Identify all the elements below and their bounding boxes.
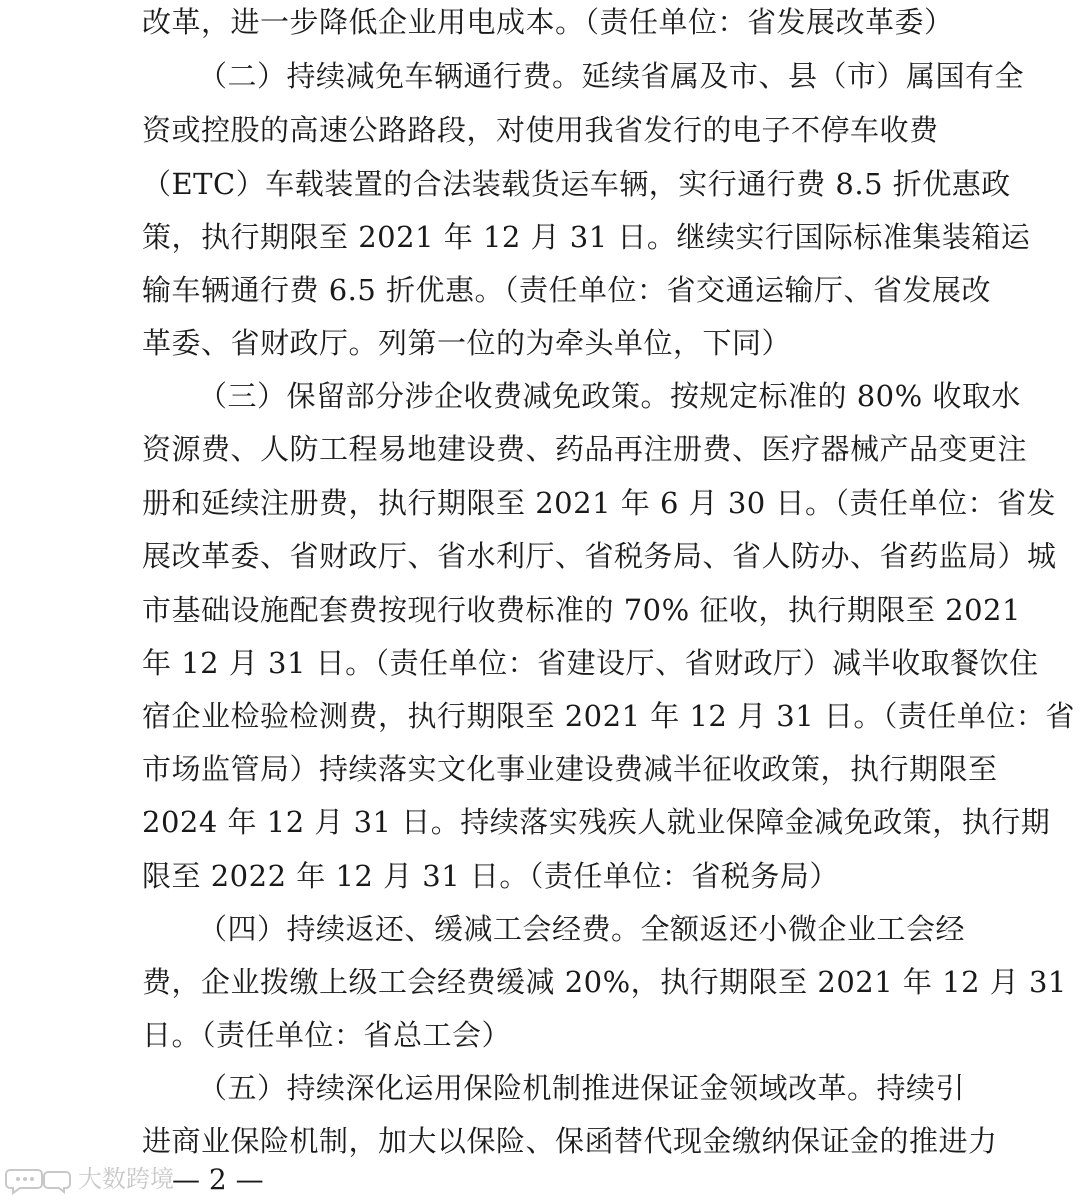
text-line: 资或控股的高速公路路段，对使用我省发行的电子不停车收费: [142, 113, 939, 147]
text-line: 策，执行期限至 2021 年 12 月 31 日。继续实行国际标准集装箱运: [142, 220, 1031, 254]
page-number: — 2 —: [172, 1163, 264, 1196]
section-heading-line: （三）保留部分涉企收费减免政策。按规定标准的 80% 收取水: [198, 379, 1021, 413]
text-line: 进商业保险机制，加大以保险、保函替代现金缴纳保证金的推进力: [142, 1124, 998, 1158]
text-line: 限至 2022 年 12 月 31 日。（责任单位：省税务局）: [142, 859, 839, 893]
text-line: 2024 年 12 月 31 日。持续落实残疾人就业保障金减免政策，执行期: [142, 805, 1051, 839]
text-line: 输车辆通行费 6.5 折优惠。（责任单位：省交通运输厅、省发展改: [142, 273, 992, 307]
text-line: （ETC）车载装置的合法装载货运车辆，实行通行费 8.5 折优惠政: [142, 167, 1011, 201]
text-line: 宿企业检验检测费，执行期限至 2021 年 12 月 31 日。（责任单位：省: [142, 699, 1075, 733]
chat-bubble-icon: [4, 1164, 74, 1194]
text-line: 展改革委、省财政厅、省水利厅、省税务局、省人防办、省药监局）城: [142, 539, 1057, 573]
text-line: 册和延续注册费，执行期限至 2021 年 6 月 30 日。（责任单位：省发: [142, 486, 1056, 520]
text-line: 资源费、人防工程易地建设费、药品再注册费、医疗器械产品变更注: [142, 432, 1028, 466]
text-line: 市基础设施配套费按现行收费标准的 70% 征收，执行期限至 2021: [142, 593, 1021, 627]
text-line: 费，企业拨缴上级工会经费缓减 20%，执行期限至 2021 年 12 月 31: [142, 965, 1067, 999]
text-line: 日。（责任单位：省总工会）: [142, 1018, 512, 1052]
text-line: 年 12 月 31 日。（责任单位：省建设厅、省财政厅）减半收取餐饮住: [142, 646, 1039, 680]
section-heading-line: （五）持续深化运用保险机制推进保证金领域改革。持续引: [198, 1071, 966, 1105]
section-heading-line: （四）持续返还、缓减工会经费。全额返还小微企业工会经: [198, 912, 966, 946]
text-line: 革委、省财政厅。列第一位的为牵头单位，下同）: [142, 326, 792, 360]
text-line: 改革，进一步降低企业用电成本。（责任单位：省发展改革委）: [142, 5, 954, 39]
section-heading-line: （二）持续减免车辆通行费。延续省属及市、县（市）属国有全: [198, 59, 1025, 93]
watermark-text: 大数跨境: [78, 1165, 174, 1193]
text-line: 市场监管局）持续落实文化事业建设费减半征收政策，执行期限至: [142, 752, 998, 786]
watermark: [4, 1164, 174, 1194]
